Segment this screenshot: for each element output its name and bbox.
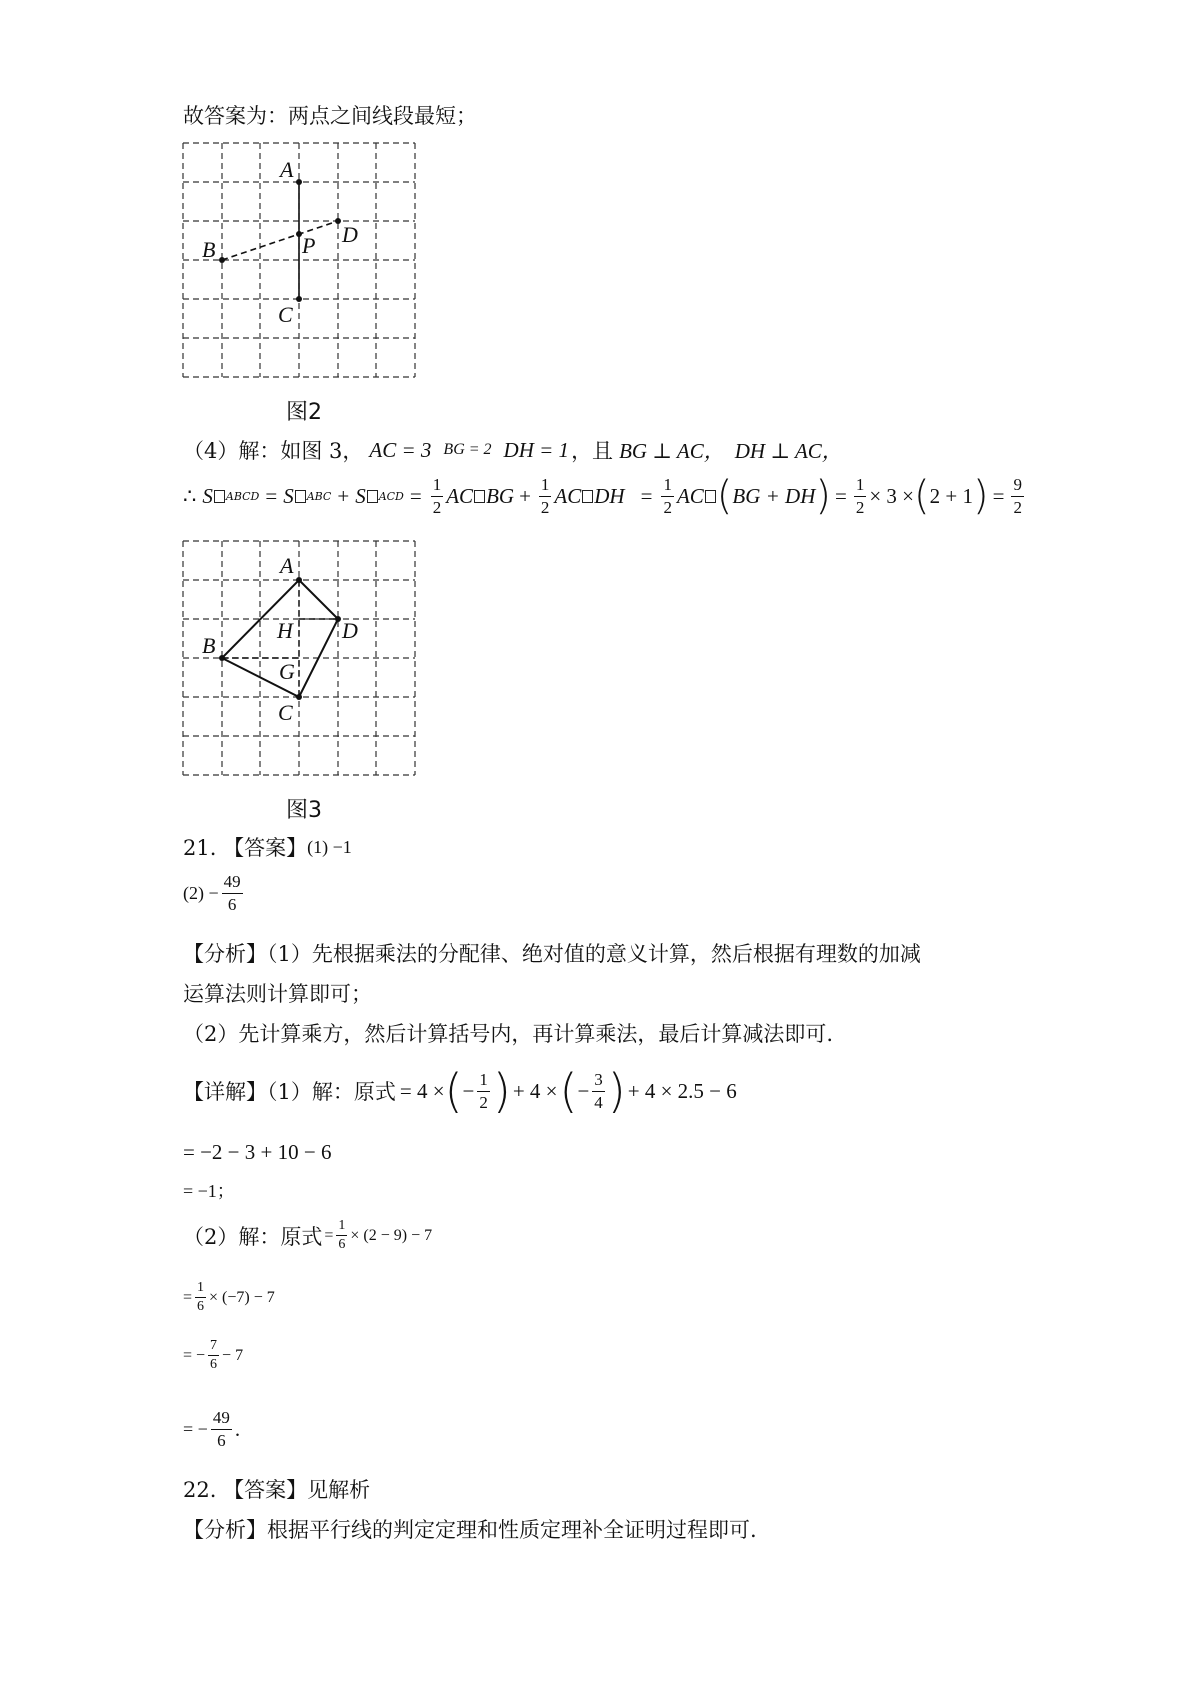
figure-3 [170,533,430,783]
label-P: P [302,233,316,258]
q21-step-1: = −2 − 3 + 10 − 6 [183,1140,332,1164]
point-B [219,655,225,661]
q21-analysis-3: （2）先计算乘方，然后计算括号内，再计算乘法，最后计算减法即可. [183,1022,834,1046]
label-A: A [280,157,294,182]
label-A: A [280,553,294,578]
point-C [296,296,302,302]
label-D: D [342,618,358,643]
point-D [335,616,341,622]
q21-step-2: = −1； [183,1181,235,1201]
q21-answer-2: (2) − $\frac{49}{6}$ [183,872,241,914]
point-A [296,577,302,583]
figure-2 [170,135,430,385]
label-D: D [342,222,358,247]
q21-part2-step2: = − $\frac{7}{6}$ − 7 [183,1338,244,1373]
area-equation: ∴ S ABCD = S ABC + S ACD = $\frac{1}{2}$ AC BG + $\frac{1}{2}$ AC DH = $\frac{1}{2}$ AC ( BG + DH ) = $\frac{1}{2}$ × 3 × ( 2 + 1 ) = $\frac{9}{2}$ [183,473,1022,520]
q21-detail-1: 【详解】（1）解：原式 = 4 × ( − $\frac{1}{2}$ ) + 4 × ( − $\frac{3}{4}$ ) + 4 × 2.5 − 6 [183,1064,737,1118]
q21-analysis-1: 【分析】（1）先根据乘法的分配律、绝对值的意义计算，然后根据有理数的加减 [183,942,921,966]
q22-analysis: 【分析】根据平行线的判定定理和性质定理补全证明过程即可. [183,1518,757,1542]
point-B [219,257,225,263]
point-D [335,218,341,224]
point-C [296,694,302,700]
q21-part2-line: （2）解：原式 = $\frac{1}{6}$ × (2 − 9) − 7 [183,1218,433,1253]
label-C: C [278,302,293,327]
q21-part2-step1: = $\frac{1}{6}$ × (−7) − 7 [183,1280,275,1315]
label-H: H [277,618,293,643]
segment-BD [222,221,338,260]
label-B: B [202,633,216,658]
answer-line: 故答案为：两点之间线段最短； [183,104,477,128]
label-G: G [279,659,295,684]
part4-line: （4）解：如图 3， AC = 3 BG = 2 DH = 1 ，且 BG ⊥ AC， DH ⊥ AC， [183,437,843,463]
point-A [296,179,302,185]
label-B: B [202,237,216,262]
q21-answer: 21. 【答案】 (1) −1 [183,836,352,860]
q21-analysis-2: 运算法则计算即可； [183,982,372,1006]
label-C: C [278,700,293,725]
q21-part2-step3: = − $\frac{49}{6}$ . [183,1408,241,1450]
q22-answer: 22. 【答案】见解析 [183,1478,371,1502]
figure-2-caption: 图2 [286,400,322,425]
figure-3-caption: 图3 [286,798,322,823]
